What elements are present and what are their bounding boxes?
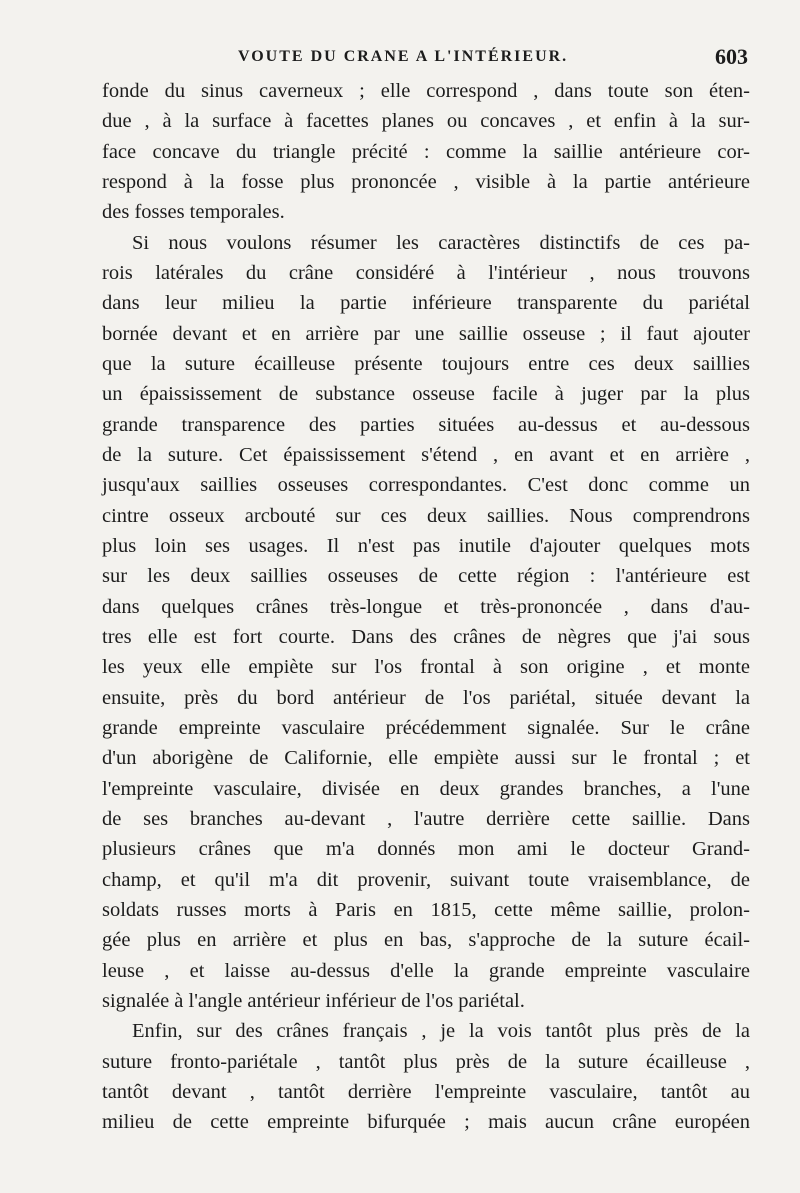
text-line: ensuite, près du bord antérieur de l'os pariétal, située devant la <box>102 686 750 709</box>
text-line: gée plus en arrière et plus en bas, s'approche de la suture écail- <box>102 929 750 952</box>
text-line: de ses branches au-devant , l'autre derrière cette saillie. Dans <box>102 807 750 830</box>
text-line: leuse , et laisse au-dessus d'elle la grande empreinte vasculaire <box>102 959 750 982</box>
text-line: Enfin, sur des crânes français , je la vois tantôt plus près de la <box>132 1020 750 1043</box>
page-number: 603 <box>715 44 748 69</box>
text-line: suture fronto-pariétale , tantôt plus près de la suture écailleuse , <box>102 1050 750 1073</box>
text-line: dans quelques crânes très-longue et très-prononcée , dans d'au- <box>102 595 750 618</box>
text-line: plusieurs crânes que m'a donnés mon ami le docteur Grand- <box>102 838 750 861</box>
text-line: milieu de cette empreinte bifurquée ; mais aucun crâne européen <box>102 1111 750 1134</box>
text-line: grande transparence des parties situées au-dessus et au-dessous <box>102 413 750 436</box>
text-line: grande empreinte vasculaire précédemment signalée. Sur le crâne <box>102 716 750 739</box>
text-line: champ, et qu'il m'a dit provenir, suivant toute vraisemblance, de <box>102 868 750 891</box>
text-line: soldats russes morts à Paris en 1815, cette même saillie, prolon- <box>102 898 750 921</box>
running-title: VOUTE DU CRANE A L'INTÉRIEUR. <box>238 48 569 65</box>
text-line: tantôt devant , tantôt derrière l'empreinte vasculaire, tantôt au <box>102 1080 750 1103</box>
page-header <box>98 44 748 74</box>
body-text <box>102 76 750 1137</box>
text-line: des fosses temporales. <box>102 201 285 224</box>
text-line: fonde du sinus caverneux ; elle correspond , dans toute son éten- <box>102 80 750 102</box>
text-line: l'empreinte vasculaire, divisée en deux grandes branches, a l'une <box>102 777 750 800</box>
text-line: d'un aborigène de Californie, elle empiète aussi sur le frontal ; et <box>102 747 750 770</box>
text-line: Si nous voulons résumer les caractères distinctifs de ces pa- <box>132 231 750 254</box>
text-line: que la suture écailleuse présente toujours entre ces deux saillies <box>102 352 750 375</box>
text-line: cintre osseux arcbouté sur ces deux saillies. Nous comprendrons <box>102 504 750 527</box>
text-line: sur les deux saillies osseuses de cette région : l'antérieure est <box>102 565 750 588</box>
text-line: rois latérales du crâne considéré à l'intérieur , nous trouvons <box>102 261 750 284</box>
text-line: signalée à l'angle antérieur inférieur de l'os pariétal. <box>102 989 525 1012</box>
text-line: plus loin ses usages. Il n'est pas inutile d'ajouter quelques mots <box>102 534 750 557</box>
text-line: tres elle est fort courte. Dans des crânes de nègres que j'ai sous <box>102 625 750 648</box>
text-line: respond à la fosse plus prononcée , visible à la partie antérieure <box>102 170 750 193</box>
text-line: de la suture. Cet épaississement s'étend , en avant et en arrière , <box>102 443 750 466</box>
text-line: face concave du triangle précité : comme la saillie antérieure cor- <box>102 140 750 163</box>
text-line: dans leur milieu la partie inférieure transparente du pariétal <box>102 292 750 315</box>
text-line: un épaississement de substance osseuse facile à juger par la plus <box>102 383 750 406</box>
text-line: bornée devant et en arrière par une saillie osseuse ; il faut ajouter <box>102 322 750 345</box>
text-line: les yeux elle empiète sur l'os frontal à son origine , et monte <box>102 656 750 679</box>
text-line: due , à la surface à facettes planes ou concaves , et enfin à la sur- <box>102 110 750 133</box>
text-line: jusqu'aux saillies osseuses correspondantes. C'est donc comme un <box>102 474 750 497</box>
